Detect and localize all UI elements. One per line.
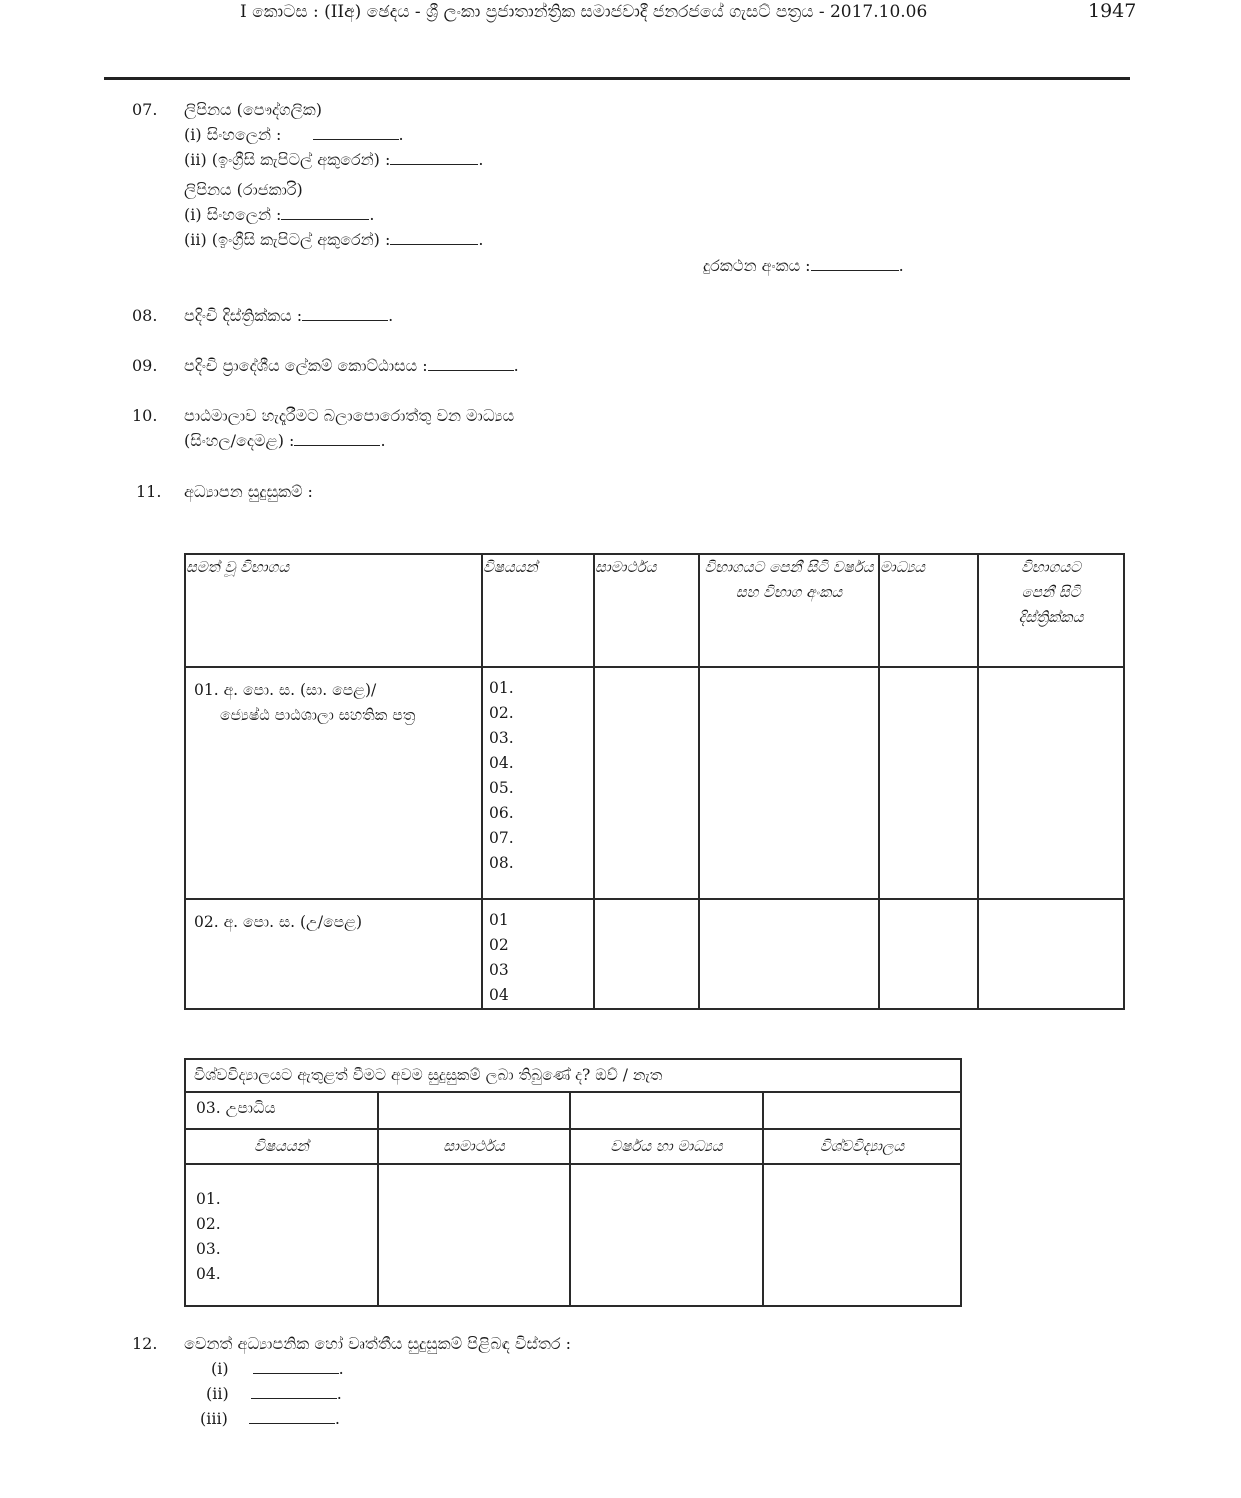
personal-address-sinhala-label: (i) සිංහලෙන් : [184, 125, 282, 144]
header-uni-subjects: විෂයයන් [185, 1129, 378, 1164]
other-qualification-3: (iii) . [200, 1409, 340, 1428]
list-item: 02 [489, 936, 509, 954]
official-address-english-field[interactable] [390, 243, 478, 245]
medium-field[interactable] [294, 444, 380, 446]
list-item: 02. [489, 704, 514, 722]
uni-subject-list [186, 1165, 377, 1287]
other-qualification-1: (i) . [211, 1359, 344, 1378]
list-item: 01 [489, 911, 509, 929]
official-address-sinhala: (i) සිංහලෙන් : . [184, 205, 375, 224]
section-11-number: 11. [136, 482, 162, 501]
resident-district-field[interactable] [302, 319, 388, 321]
ol-year-index-cell[interactable] [699, 667, 879, 899]
table-row [185, 667, 1124, 899]
ol-subject-list [483, 668, 593, 876]
ol-exam-cell [185, 667, 482, 899]
resident-district-label: පදිංචි දිස්ත්‍රික්කය : [184, 306, 303, 325]
medium-label-line2: (සිංහල/දෙමළ) : [184, 431, 295, 450]
section-10-number: 10. [132, 406, 158, 425]
official-address-sinhala-label: (i) සිංහලෙන් : [184, 205, 282, 224]
header-exam-passed: සමත් වූ විභාගය [185, 554, 482, 667]
degree-row [185, 1092, 961, 1129]
uni-year-medium-cell[interactable] [570, 1164, 763, 1306]
list-item: 04 [489, 986, 509, 1004]
other-qualification-3-label: (iii) [200, 1409, 228, 1428]
university-entry-question: විශ්වවිද්‍යාලයට ඇතුළත් වීමට අවම සුදුසුකම් ලබා තිබුණේ ද? ඔව් / නැත [185, 1059, 961, 1092]
al-exam-cell [185, 899, 482, 1009]
header-subjects: විෂයයන් [482, 554, 594, 667]
degree-label: 03. උපාධිය [185, 1092, 378, 1129]
personal-address-sinhala: (i) සිංහලෙන් : . [184, 125, 404, 144]
uni-subjects-cell[interactable] [185, 1164, 378, 1306]
ol-exam-line1: 01. අ. පො. ස. (සා. පෙළ)/ [194, 681, 377, 699]
exam-table-header-row [185, 554, 1124, 667]
al-district-cell[interactable] [978, 899, 1124, 1009]
other-qualification-2: (ii) . [206, 1384, 342, 1403]
ol-medium-cell[interactable] [879, 667, 978, 899]
medium: (සිංහල/දෙමළ) : . [184, 431, 386, 450]
divisional-secretariat: පදිංචි ප්‍රාදේශීය ලේකම් කොට්ඨාසය : . [184, 356, 519, 375]
other-qualification-3-field[interactable] [249, 1422, 335, 1424]
exam-results-table [184, 553, 1125, 1010]
list-item: 06. [489, 804, 514, 822]
official-address-sinhala-field[interactable] [281, 218, 369, 220]
gazette-header-title: I කොටස : (IIඅ) ඡෙදය - ශ්‍රී ලංකා ප්‍රජාතාන්ත්‍රික සමාජවාදී ජනරජයේ ගැසට් පත්‍රය - 2017.10.06 [240, 2, 928, 22]
medium-label-line1: පාඨමාලාව හැදෑරීමට බලාපොරොත්තු වන මාධ්‍යය [184, 406, 515, 425]
phone-number-label: දුරකථන අංකය : [703, 256, 811, 275]
list-item: 03. [489, 729, 514, 747]
list-item: 02. [196, 1215, 221, 1233]
other-qualification-2-field[interactable] [251, 1397, 337, 1399]
phone-number-field[interactable] [811, 269, 899, 271]
personal-address-english: (ii) (ඉංග්‍රීසි කැපිටල් අකුරෙන්) : . [184, 150, 484, 169]
header-year-and-index: විභාගයට පෙනී සිටි වර්ෂය සහ විභාග අංකය [699, 554, 879, 667]
section-08-number: 08. [132, 306, 158, 325]
section-07-number: 07. [132, 100, 158, 119]
ol-subjects-cell[interactable] [482, 667, 594, 899]
header-medium: මාධ්‍යය [879, 554, 978, 667]
list-item: 04. [196, 1265, 221, 1283]
section-09-number: 09. [132, 356, 158, 375]
table-row [185, 1164, 961, 1306]
ol-district-cell[interactable] [978, 667, 1124, 899]
ol-exam-line2: ජ්‍යෙෂ්ඨ පාඨශාලා සහතික පත්‍ර [220, 706, 416, 724]
ol-grade-cell[interactable] [594, 667, 699, 899]
list-item: 07. [489, 829, 514, 847]
al-year-index-cell[interactable] [699, 899, 879, 1009]
list-item: 03. [196, 1240, 221, 1258]
university-table [184, 1058, 962, 1307]
divisional-secretariat-field[interactable] [428, 369, 514, 371]
al-exam-line1: 02. අ. පො. ස. (උ/පෙළ) [194, 913, 362, 931]
divisional-secretariat-label: පදිංචි ප්‍රාදේශීය ලේකම් කොට්ඨාසය : [184, 356, 428, 375]
resident-district: පදිංචි දිස්ත්‍රික්කය : . [184, 306, 394, 325]
al-subjects-cell[interactable] [482, 899, 594, 1009]
header-uni-year-medium: වර්ෂය හා මාධ්‍යය [570, 1129, 763, 1164]
list-item: 05. [489, 779, 514, 797]
page-number: 1947 [1088, 0, 1137, 22]
table-row [185, 899, 1124, 1009]
university-question-row [185, 1059, 961, 1092]
personal-address-heading: ලිපිනය (පෞද්ගලික) [184, 100, 322, 119]
list-item: 01. [196, 1190, 221, 1208]
personal-address-english-field[interactable] [390, 163, 478, 165]
list-item: 03 [489, 961, 509, 979]
header-exam-district: විභාගයට පෙනී සිටි දිස්ත්‍රික්කය [978, 554, 1124, 667]
other-qualification-1-label: (i) [211, 1359, 229, 1378]
list-item: 01. [489, 679, 514, 697]
degree-cell-3[interactable] [570, 1092, 763, 1129]
uni-grade-cell[interactable] [378, 1164, 570, 1306]
header-rule [104, 77, 1130, 80]
header-grade: සාමාර්ථය [594, 554, 699, 667]
personal-address-english-label: (ii) (ඉංග්‍රීසි කැපිටල් අකුරෙන්) : [184, 150, 391, 169]
personal-address-sinhala-field[interactable] [313, 138, 399, 140]
uni-university-cell[interactable] [763, 1164, 961, 1306]
header-university: විශ්වවිද්‍යාලය [763, 1129, 961, 1164]
official-address-heading: ලිපිනය (රාජකාරි) [184, 180, 303, 199]
list-item: 08. [489, 854, 514, 872]
list-item: 04. [489, 754, 514, 772]
al-subject-list [483, 900, 593, 1008]
university-table-header-row [185, 1129, 961, 1164]
official-address-english: (ii) (ඉංග්‍රීසි කැපිටල් අකුරෙන්) : . [184, 230, 484, 249]
other-qualification-1-field[interactable] [253, 1372, 339, 1374]
al-grade-cell[interactable] [594, 899, 699, 1009]
other-qualifications-label: වෙනත් අධ්‍යාපනික හෝ වෘත්තීය සුදුසුකම් පිළිබඳ විස්තර : [184, 1334, 572, 1353]
al-medium-cell[interactable] [879, 899, 978, 1009]
official-address-english-label: (ii) (ඉංග්‍රීසි කැපිටල් අකුරෙන්) : [184, 230, 391, 249]
degree-cell-4[interactable] [763, 1092, 961, 1129]
section-12-number: 12. [132, 1334, 158, 1353]
other-qualification-2-label: (ii) [206, 1384, 229, 1403]
educational-qualifications-label: අධ්‍යාපන සුදුසුකම් : [184, 482, 313, 501]
header-uni-grade: සාමාර්ථය [378, 1129, 570, 1164]
degree-cell-2[interactable] [378, 1092, 570, 1129]
phone-number: දුරකථන අංකය : . [703, 256, 904, 275]
